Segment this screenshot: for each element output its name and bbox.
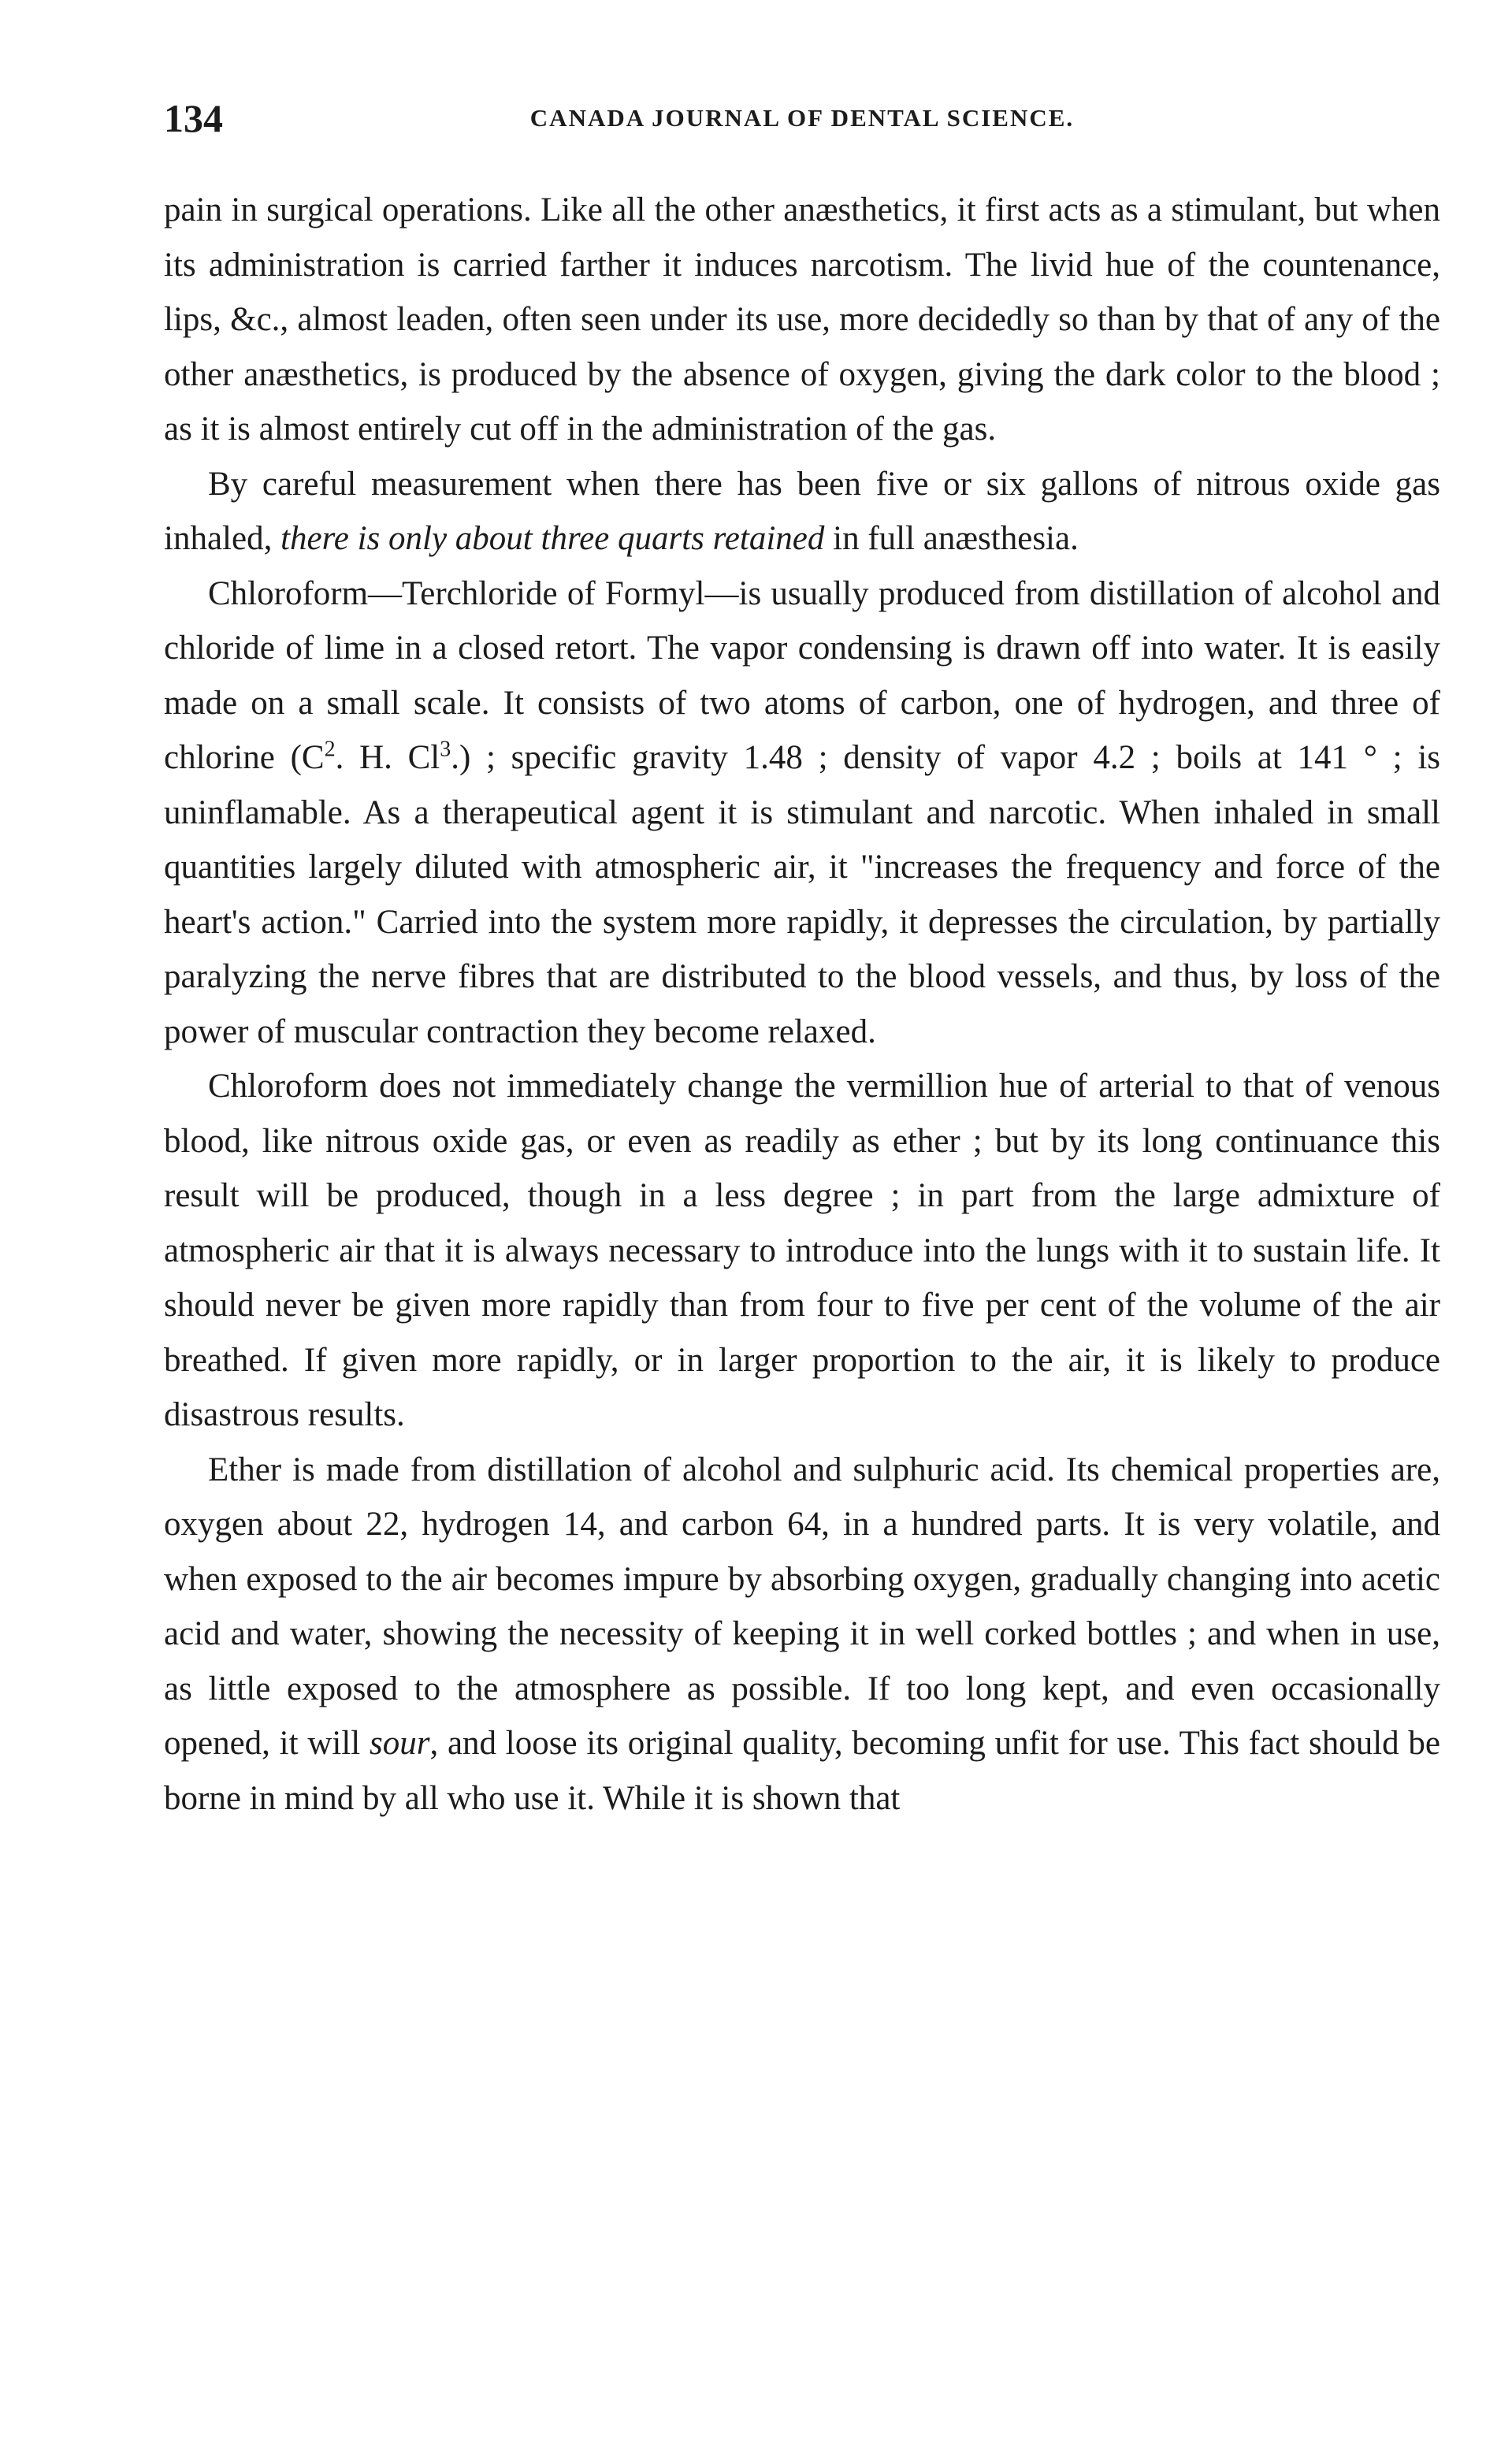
paragraph-3-text-a: Chloroform—Terchloride of Formyl—is usually produced from distillation of alcohol and chloride of lime in a closed retort. The vapor condensing is drawn off into water. It is easily made on a small scale. It consists of two atoms of carbon, one of hydrogen, and three of chlorine (C bbox=[164, 574, 1440, 776]
paragraph-4: Chloroform does not immediately change the vermillion hue of arterial to that of venous blood, like nitrous oxide gas, or even as readily as ether ; but by its long continuance this result will be produced, though in a less degree ; in part from the large admixture of atmospheric air that it is always necessary to introduce into the lungs with it to sustain life. It should never be given more rapidly than from four to five per cent of the volume of the air breathed. If given more rapidly, or in larger proportion to the air, it is likely to produce disastrous results. bbox=[164, 1068, 1440, 1433]
running-head: CANADA JOURNAL OF DENTAL SCIENCE. bbox=[529, 104, 1075, 132]
paragraph-5-emphasis: sour bbox=[369, 1725, 430, 1762]
body-text bbox=[164, 183, 1440, 1826]
paragraph-5-text-b: , and loose its original quality, becoming unfit for use. This fact should be borne in mind by all who use it. While it is shown that bbox=[164, 1725, 1440, 1817]
paragraph-2 bbox=[164, 457, 1440, 567]
paragraph-1: pain in surgical operations. Like all the other anæsthetics, it first acts as a stimulant, but when its administration is carried farther it induces narcotism. The livid hue of the countenance, lips, &c., almost leaden, often seen under its use, more decidedly so than by that of any of the other anæsthetics, is produced by the absence of oxygen, giving the dark color to the blood ; as it is almost entirely cut off in the administration of the gas. bbox=[164, 191, 1440, 448]
paragraph-5 bbox=[164, 1443, 1440, 1826]
paragraph-5-text-a: Ether is made from distillation of alcohol and sulphuric acid. Its chemical properties are, oxygen about 22, hydrogen 14, and carbon 64, in a hundred parts. It is very volatile, and when exposed to the air becomes impure by absorbing oxygen, gradually changing into acetic acid and water, showing the necessity of keeping it in well corked bottles ; and when in use, as little exposed to the atmosphere as possible. If too long kept, and even occasionally opened, it will bbox=[164, 1451, 1440, 1762]
paragraph-2-emphasis: there is only about three quarts retained bbox=[280, 520, 825, 557]
paragraph-3 bbox=[164, 567, 1440, 1060]
page-header bbox=[164, 87, 1440, 150]
paragraph-3-text-c: .) ; specific gravity 1.48 ; density of vapor 4.2 ; boils at 141 ° ; is uninflamable. As a therapeutical agent it is stimulant and narcotic. When inhaled in small quantities largely diluted with atmospheric air, it "increases the frequency and force of the heart's action." Carried into the system more rapidly, it depresses the circulation, by partially paralyzing the nerve fibres that are distributed to the blood vessels, and thus, by loss of the power of muscular contraction they become relaxed. bbox=[164, 739, 1440, 1050]
paragraph-3-text-b: . H. Cl bbox=[335, 739, 440, 776]
superscript-chlorine: 3 bbox=[440, 737, 451, 762]
page-number: 134 bbox=[164, 96, 223, 140]
paragraph-2-text-b: in full anæsthesia. bbox=[824, 520, 1079, 557]
superscript-carbon: 2 bbox=[324, 737, 336, 762]
paragraph-2-text-a: By careful measurement when there has been five or six gallons of nitrous oxide gas inhaled, bbox=[164, 465, 1440, 557]
